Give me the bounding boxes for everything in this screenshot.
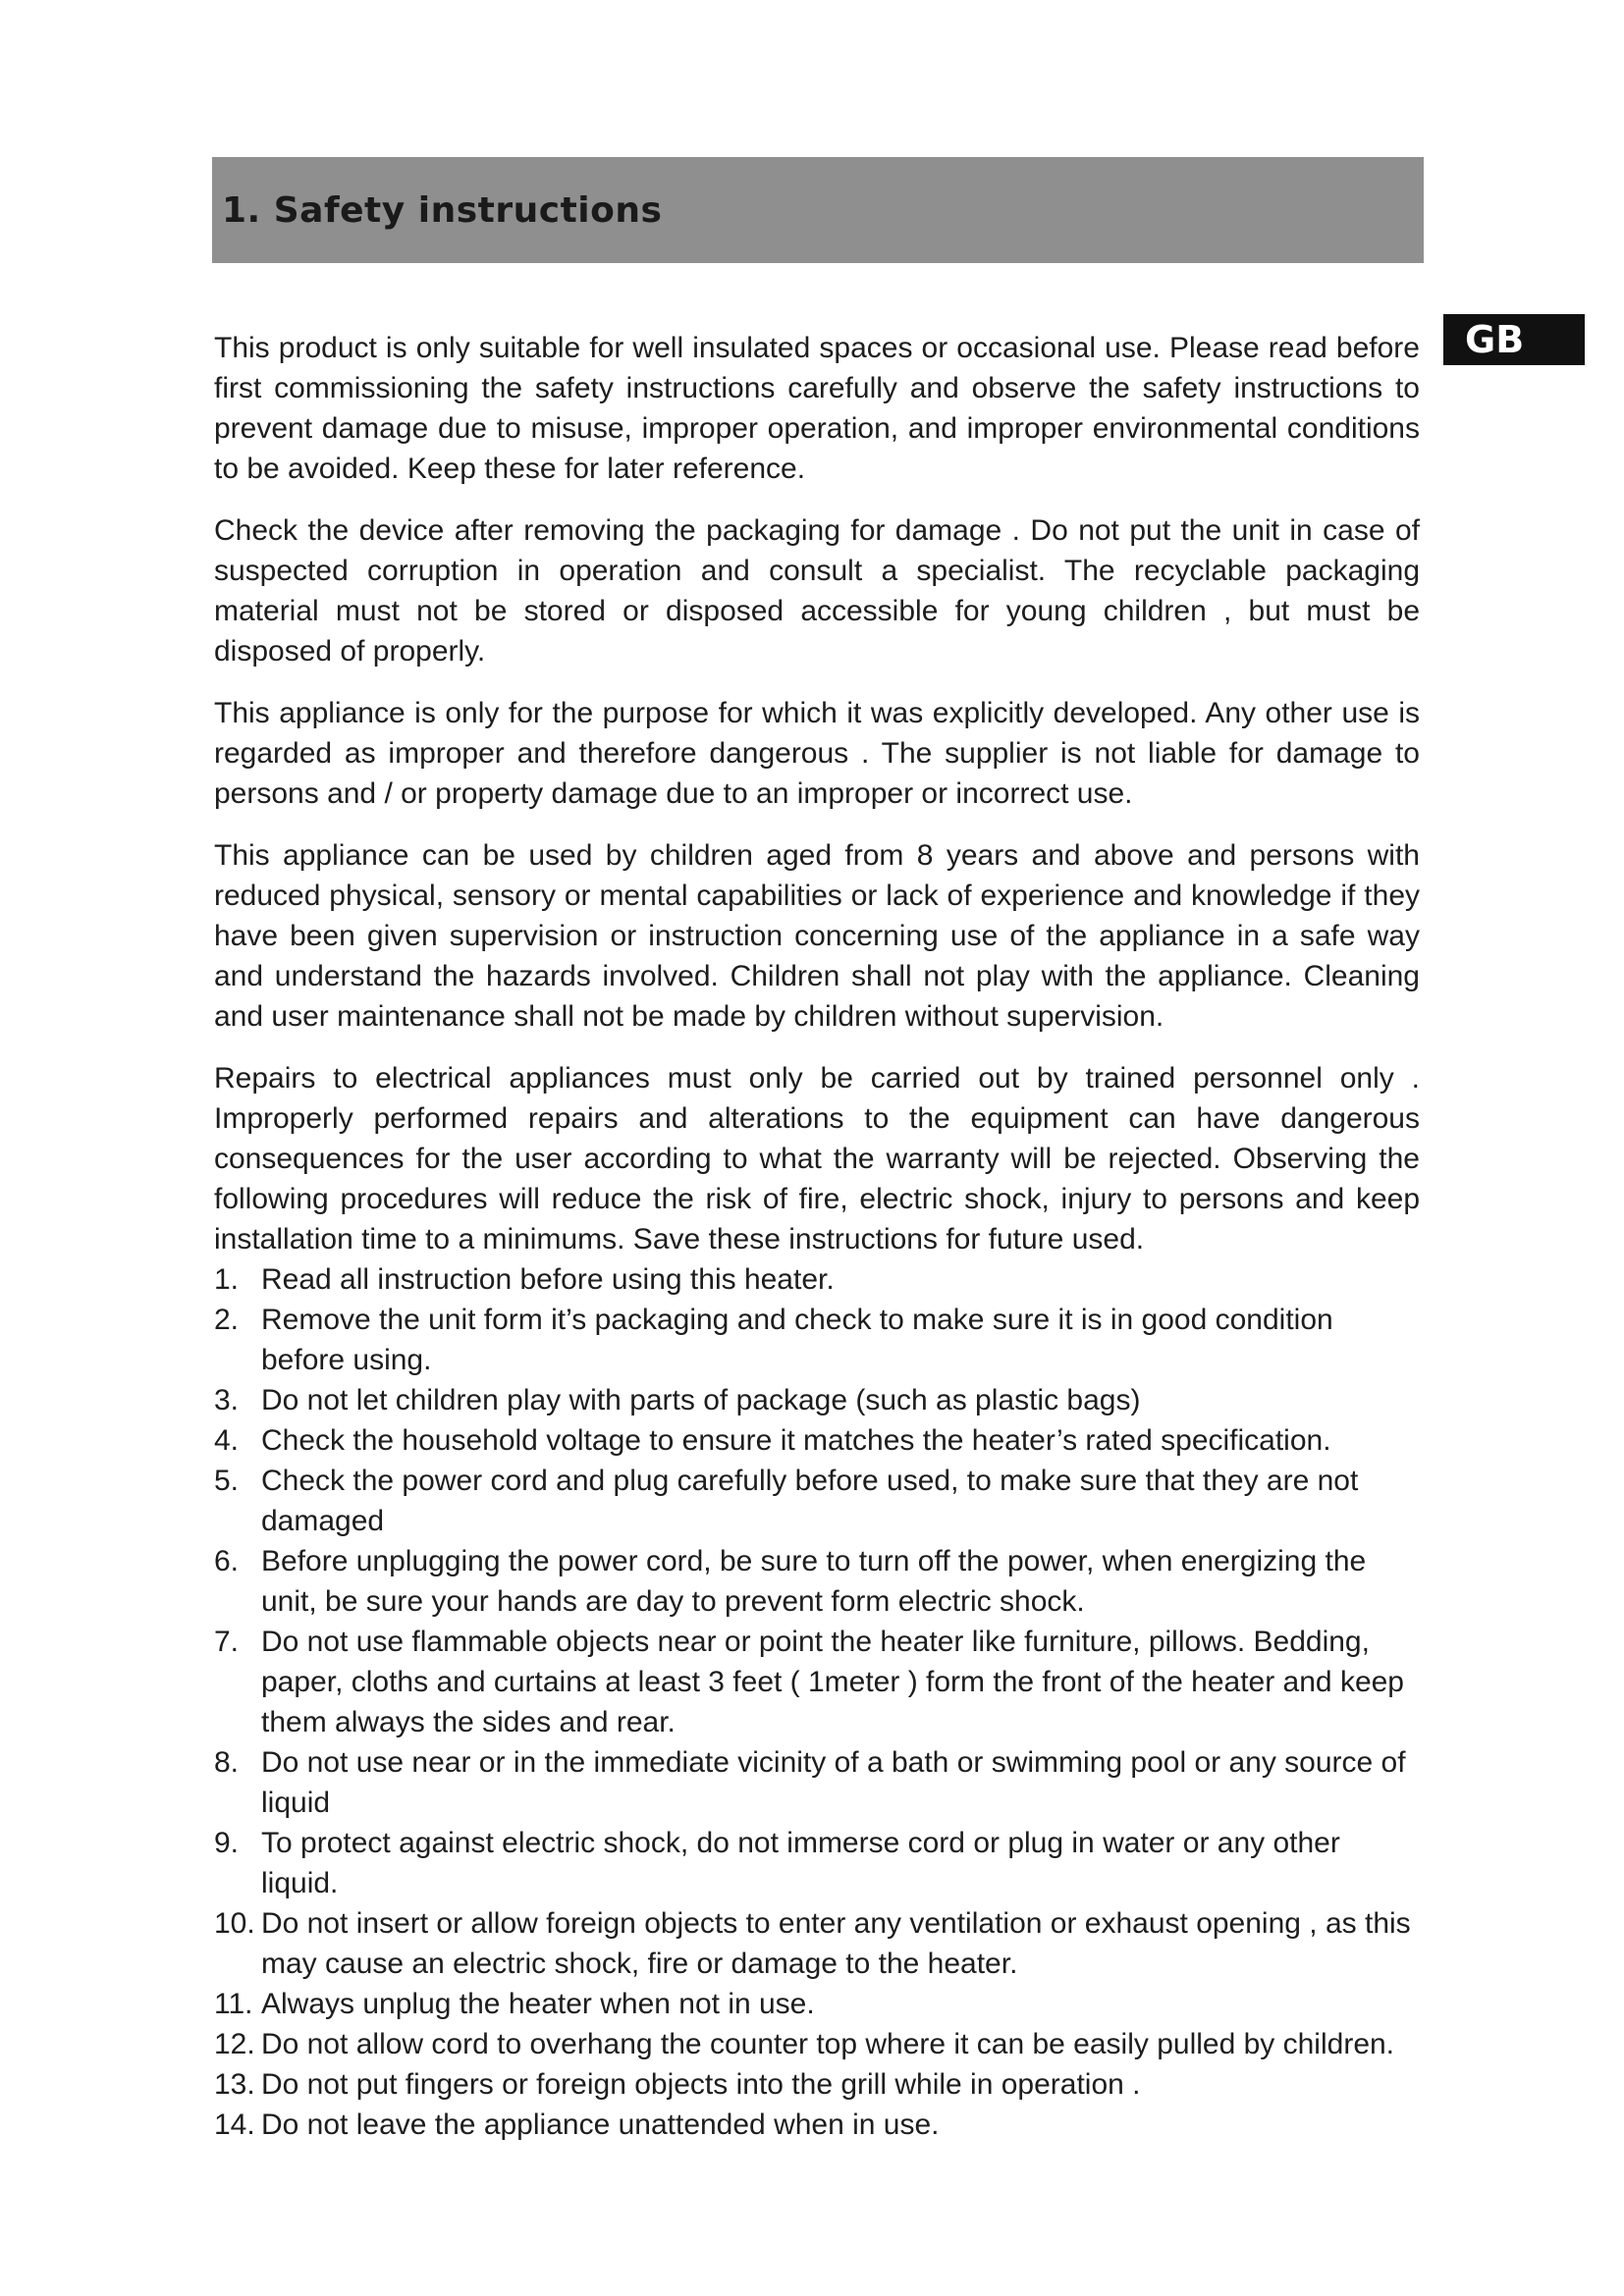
list-item-number: 7.	[214, 1626, 240, 1658]
list-item	[214, 1541, 1420, 1622]
list-item-number: 8.	[214, 1746, 240, 1779]
list-item-number: 1.	[214, 1263, 240, 1296]
list-item-number: 2.	[214, 1304, 240, 1336]
list-item-number: 14.	[214, 2109, 255, 2141]
list-item-text: Always unplug the heater when not in use.	[261, 1988, 815, 2020]
list-item-number: 11.	[214, 1988, 253, 2020]
language-badge: GB	[1443, 314, 1585, 365]
list-item-text: Before unplugging the power cord, be sure to turn off the power, when energizing the unit, be sure your hands are day to prevent form electric shock.	[261, 1545, 1367, 1618]
list-item	[214, 2105, 1420, 2145]
list-item-number: 3.	[214, 1384, 240, 1416]
list-item-text: Do not put fingers or foreign objects into the grill while in operation .	[261, 2068, 1141, 2101]
list-item	[214, 1903, 1420, 1984]
list-item	[214, 1380, 1420, 1420]
list-item	[214, 1742, 1420, 1823]
list-item	[214, 1300, 1420, 1380]
paragraph-children: This appliance can be used by children aged from 8 years and above and persons with reduced physical, sensory or mental capabilities or lack of experience and knowledge if they have been given supervision or instruction concerning use of the appliance in a safe way and understand the hazards involved. Children shall not play with the appliance. Cleaning and user maintenance shall not be made by children without supervision.	[214, 839, 1420, 1033]
list-item-text: Do not use near or in the immediate vicinity of a bath or swimming pool or any source of liquid	[261, 1746, 1406, 1819]
list-item-number: 13.	[214, 2068, 255, 2101]
list-item	[214, 2024, 1420, 2064]
list-item-text: To protect against electric shock, do not immerse cord or plug in water or any other liquid.	[261, 1827, 1340, 1899]
safety-steps-list	[214, 1259, 1420, 2145]
list-item-number: 12.	[214, 2028, 255, 2060]
list-item-text: Do not allow cord to overhang the counter top where it can be easily pulled by children.	[261, 2028, 1395, 2060]
paragraph-packaging: Check the device after removing the packaging for damage . Do not put the unit in case of suspected corruption in operation and consult a specialist. The recyclable packaging material must not be stored or disposed accessible for young children , but must be disposed of properly.	[214, 514, 1420, 667]
list-item-text: Do not insert or allow foreign objects to enter any ventilation or exhaust opening , as this may cause an electric shock, fire or damage to the heater.	[261, 1907, 1411, 1980]
list-item-text: Check the power cord and plug carefully before used, to make sure that they are not damaged	[261, 1465, 1359, 1537]
list-item	[214, 1984, 1420, 2024]
list-item-number: 9.	[214, 1827, 240, 1859]
list-item-text: Do not use flammable objects near or point the heater like furniture, pillows. Bedding, paper, cloths and curtains at least 3 feet ( 1meter ) form the front of the heater and keep them always the sides and rear.	[261, 1626, 1404, 1738]
list-item	[214, 1259, 1420, 1300]
list-item-number: 10.	[214, 1907, 255, 1940]
paragraph-repairs: Repairs to electrical appliances must only be carried out by trained personnel only . Improperly performed repairs and alterations to the equipment can have dangerous consequences for the user according to what the warranty will be rejected. Observing the following procedures will reduce the risk of fire, electric shock, injury to persons and keep installation time to a minimums. Save these instructions for future used.	[214, 1062, 1420, 1255]
list-item-text: Read all instruction before using this heater.	[261, 1263, 835, 1296]
list-item-text: Remove the unit form it’s packaging and check to make sure it is in good condition before using.	[261, 1304, 1333, 1376]
list-item	[214, 2064, 1420, 2105]
paragraph-intended-use: This appliance is only for the purpose for which it was explicitly developed. Any other use is regarded as improper and therefore dangerous . The supplier is not liable for damage to persons and / or property damage due to an improper or incorrect use.	[214, 697, 1420, 810]
list-item-number: 6.	[214, 1545, 240, 1577]
section-title: 1. Safety instructions	[222, 189, 663, 231]
section-header-bar	[212, 157, 1424, 263]
document-body	[214, 328, 1420, 2145]
list-item	[214, 1622, 1420, 1742]
list-item-text: Check the household voltage to ensure it matches the heater’s rated specification.	[261, 1424, 1331, 1457]
list-item-text: Do not let children play with parts of package (such as plastic bags)	[261, 1384, 1141, 1416]
paragraph-intro: This product is only suitable for well insulated spaces or occasional use. Please read before first commissioning the safety instructions carefully and observe the safety instructions to prevent damage due to misuse, improper operation, and improper environmental conditions to be avoided. Keep these for later reference.	[214, 332, 1420, 485]
list-item	[214, 1420, 1420, 1461]
list-item-text: Do not leave the appliance unattended when in use.	[261, 2109, 940, 2141]
list-item	[214, 1461, 1420, 1541]
list-item	[214, 1823, 1420, 1903]
list-item-number: 4.	[214, 1424, 240, 1457]
list-item-number: 5.	[214, 1465, 240, 1497]
